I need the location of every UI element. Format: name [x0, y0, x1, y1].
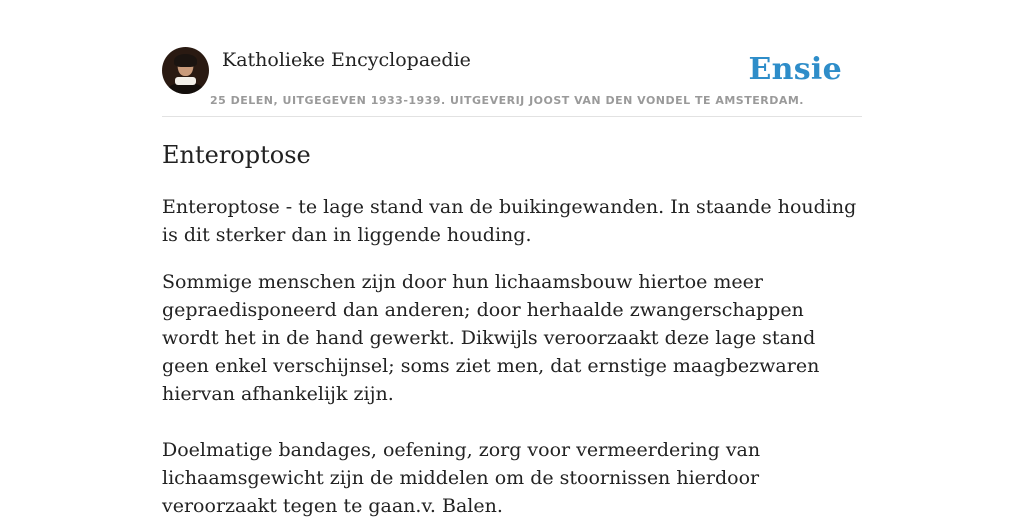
avatar-collar: [175, 77, 196, 85]
article-paragraph-3: Doelmatige bandages, oefening, zorg voor vermeerdering van lichaamsgewicht zijn de middelen om de stoornissen hierdoor veroorzaakt tegen te gaan.v. Balen.: [162, 439, 761, 517]
avatar-hair: [174, 54, 197, 67]
source-subtitle: 25 DELEN, UITGEGEVEN 1933-1939. UITGEVERIJ JOOST VAN DEN VONDEL TE AMSTERDAM.: [210, 94, 804, 107]
author-avatar[interactable]: [162, 47, 209, 94]
article-paragraph-2: Sommige menschen zijn door hun lichaamsbouw hiertoe meer gepraedisponeerd dan anderen; door herhaalde zwangerschappen wordt het in de hand gewerkt. Dikwijls veroorzaakt deze lage stand geen enkel verschijnsel; soms ziet men, dat ernstige maagbezwaren hiervan afhankelijk zijn.: [162, 271, 820, 405]
article-paragraph-1: Enteroptose - te lage stand van de buikingewanden. In staande houding is dit sterker dan in liggende houding.: [162, 196, 857, 246]
brand-logo[interactable]: Ensie: [748, 52, 842, 87]
source-title-link[interactable]: Katholieke Encyclopaedie: [222, 49, 471, 71]
page-header: [162, 44, 862, 117]
article-body: [162, 193, 862, 520]
article-title: Enteroptose: [162, 141, 311, 169]
